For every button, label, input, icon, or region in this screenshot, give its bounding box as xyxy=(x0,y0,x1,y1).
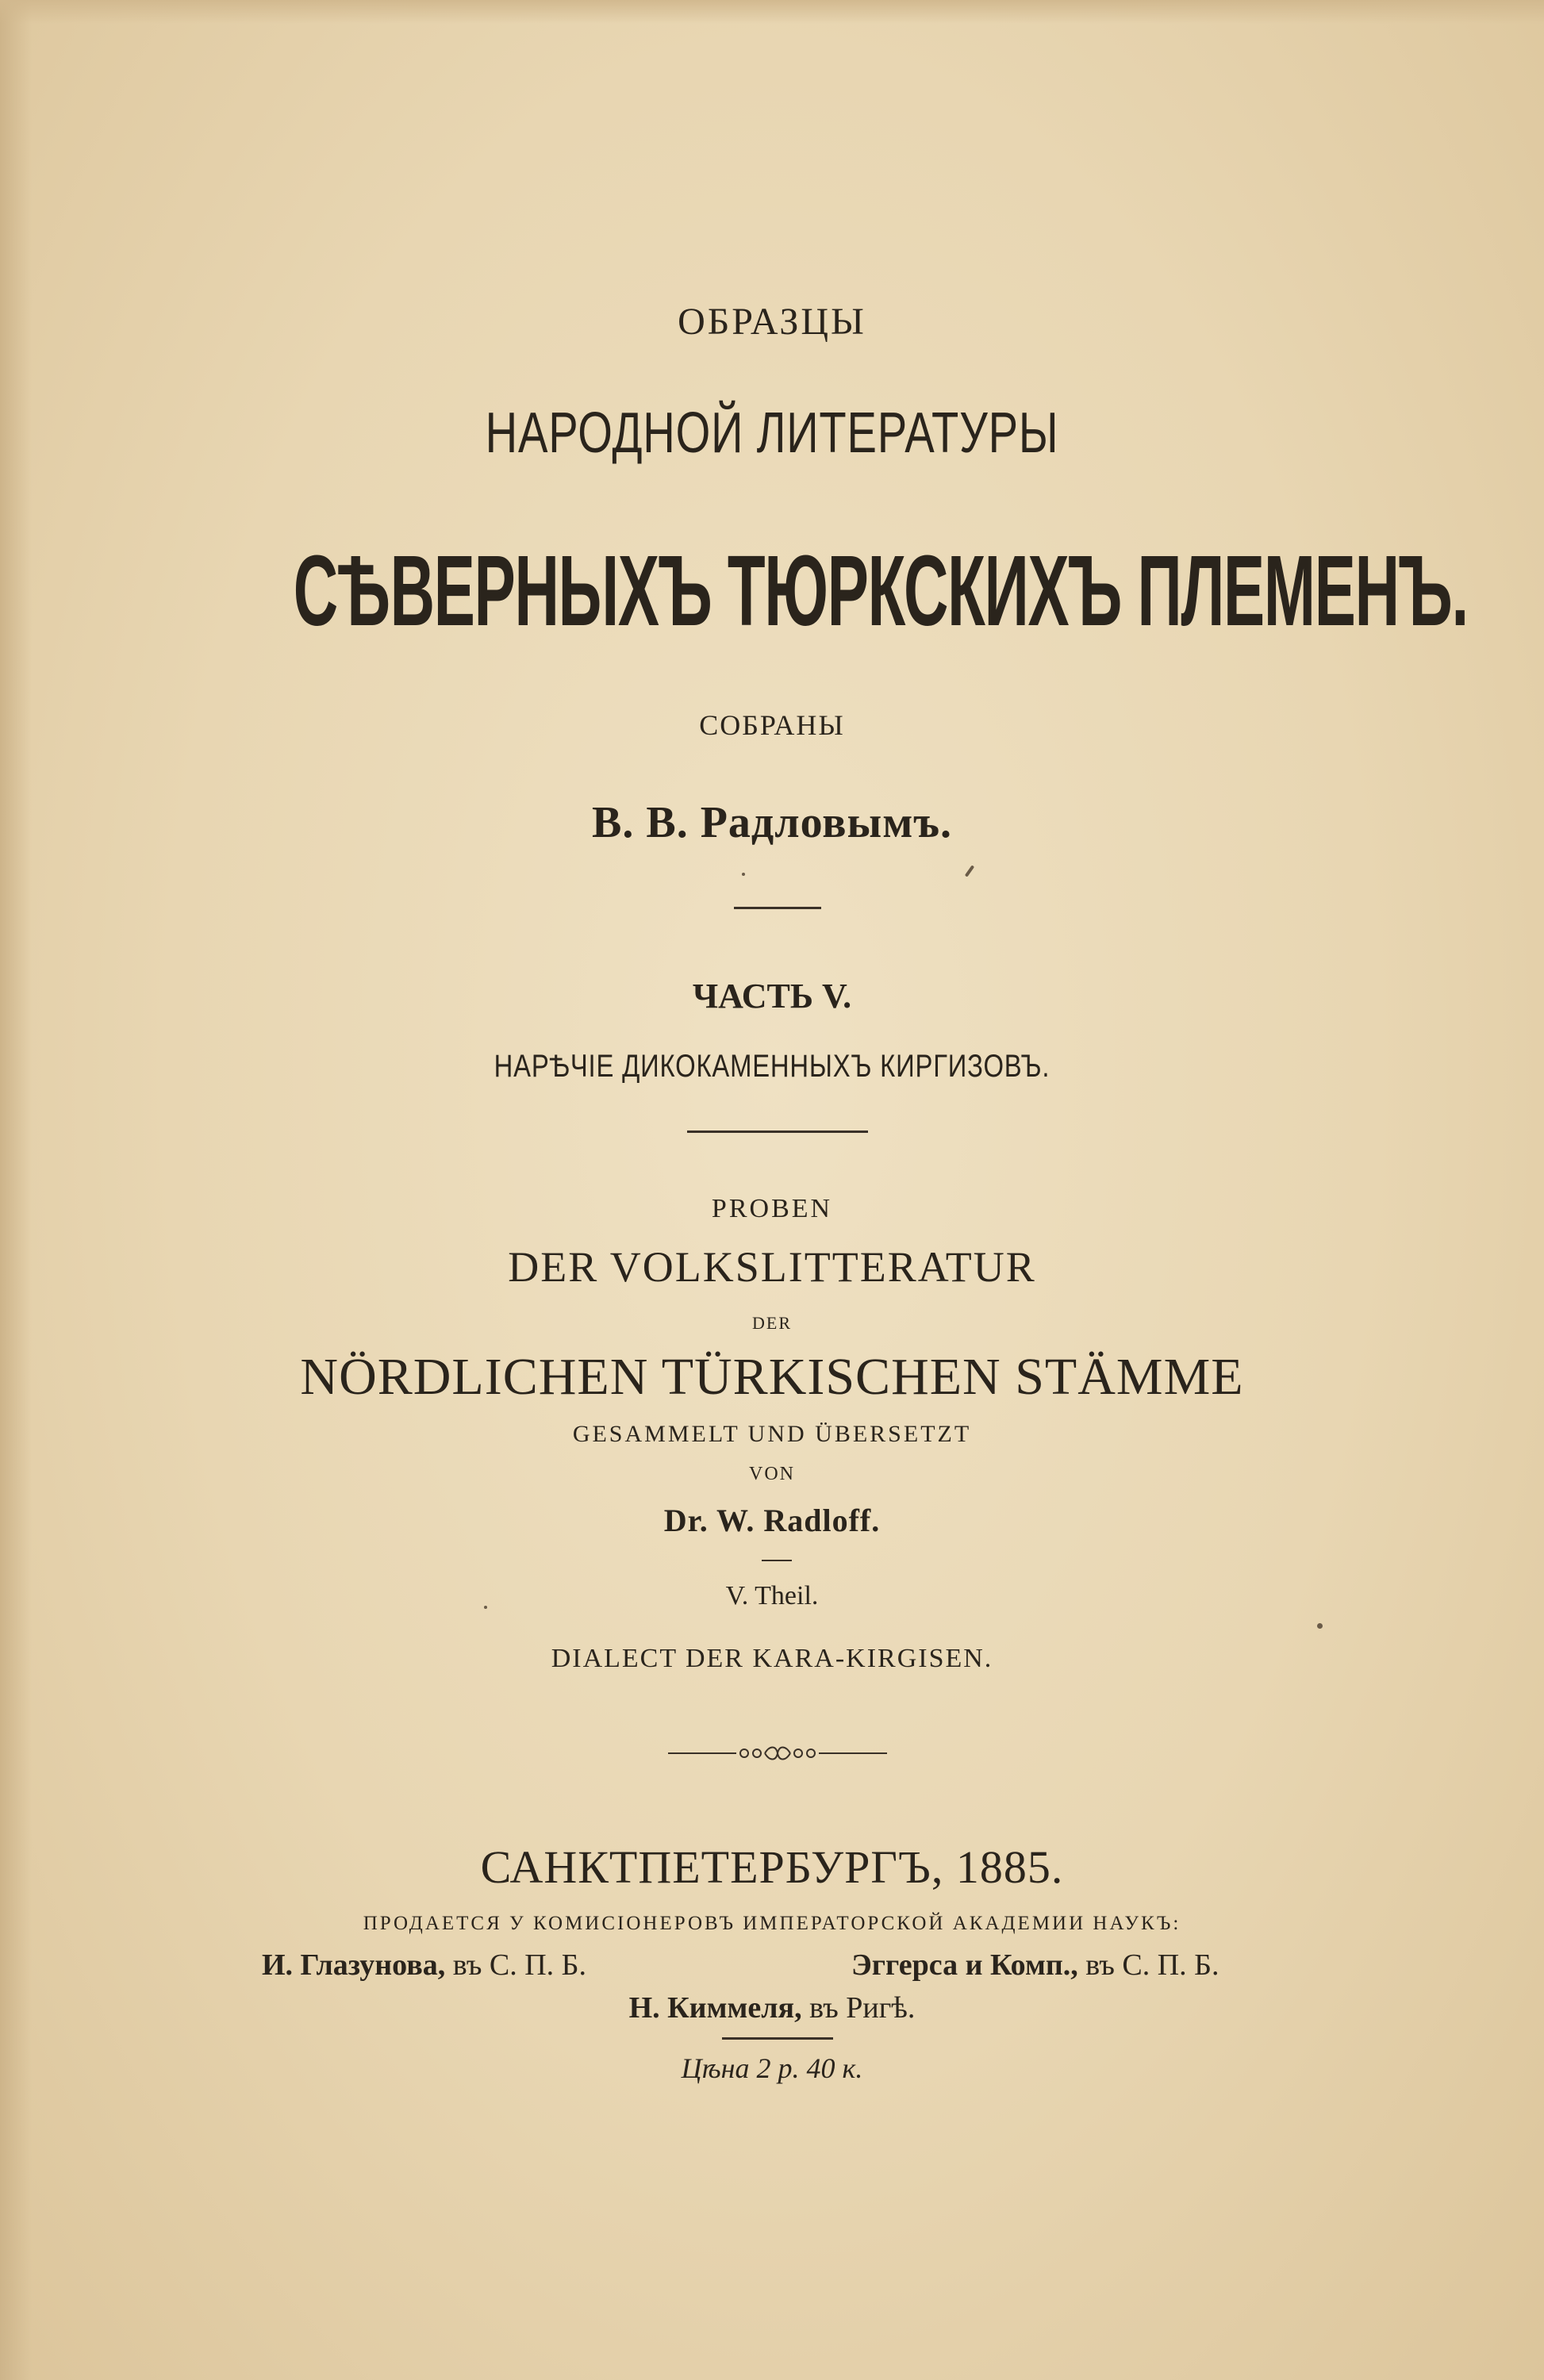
imprint-city-year: САНКТПЕТЕРБУРГЪ, 1885. xyxy=(480,1841,1064,1893)
german-title-proben: PROBEN xyxy=(711,1194,833,1223)
divider-rule-short xyxy=(762,1560,792,1561)
dialect-german: DIALECT DER KARA-KIRGISEN. xyxy=(551,1644,993,1673)
author-russian: В. В. Радловымъ. xyxy=(591,798,953,847)
german-title-der: DER xyxy=(752,1313,792,1333)
paper-speck xyxy=(965,865,974,877)
part-number-german: V. Theil. xyxy=(725,1581,819,1610)
german-title-volks: DER VOLKSLITTERATUR xyxy=(508,1243,1036,1291)
german-collected-label: GESAMMELT UND ÜBERSETZT xyxy=(572,1421,972,1447)
collected-by-label: СОБРАНЫ xyxy=(699,709,845,741)
publisher-glazunov xyxy=(262,1948,586,1983)
publisher-kimmel-place: въ Ригѣ. xyxy=(801,1991,916,2025)
publisher-glazunov-place: въ С. П. Б. xyxy=(445,1948,586,1982)
divider-rule xyxy=(687,1130,868,1133)
publisher-glazunov-name: И. Глазунова, xyxy=(262,1948,446,1982)
publisher-eggers xyxy=(851,1948,1219,1983)
price: Цѣна 2 р. 40 к. xyxy=(681,2052,863,2084)
publisher-eggers-place: въ С. П. Б. xyxy=(1077,1948,1219,1982)
paper-speck xyxy=(484,1606,487,1609)
paper-speck xyxy=(1317,1623,1323,1629)
paper-speck xyxy=(742,873,745,876)
title-line-1: ОБРАЗЦЫ xyxy=(678,301,866,343)
publisher-eggers-name: Эггерса и Комп., xyxy=(851,1948,1078,1982)
divider-rule xyxy=(734,907,821,909)
german-von-label: VON xyxy=(749,1464,795,1484)
dialect-russian: НАРѢЧІЕ ДИКОКАМЕННЫХЪ КИРГИЗОВЪ. xyxy=(494,1049,1050,1084)
part-number-russian: ЧАСТЬ V. xyxy=(692,977,852,1015)
main-title: СѢВЕРНЫХЪ ТЮРКСКИХЪ ПЛЕМЕНЪ. xyxy=(293,535,1468,647)
imprint-sold-by: ПРОДАЕТСЯ У КОМИСІОНЕРОВЪ ИМПЕРАТОРСКОЙ АКАДЕМИИ НАУКЪ: xyxy=(363,1913,1181,1934)
german-main-title: NÖRDLICHEN TÜRKISCHEN STÄMME xyxy=(300,1348,1244,1406)
title-line-2: НАРОДНОЙ ЛИТЕРАТУРЫ xyxy=(485,401,1059,465)
ornament-divider-icon xyxy=(668,1744,887,1763)
publisher-kimmel xyxy=(0,1990,1544,2025)
page-edge-shadow-top xyxy=(0,0,1544,24)
publisher-kimmel-name: Н. Киммеля, xyxy=(628,1991,802,2025)
divider-rule xyxy=(722,2037,833,2040)
author-german: Dr. W. Radloff. xyxy=(663,1503,881,1538)
